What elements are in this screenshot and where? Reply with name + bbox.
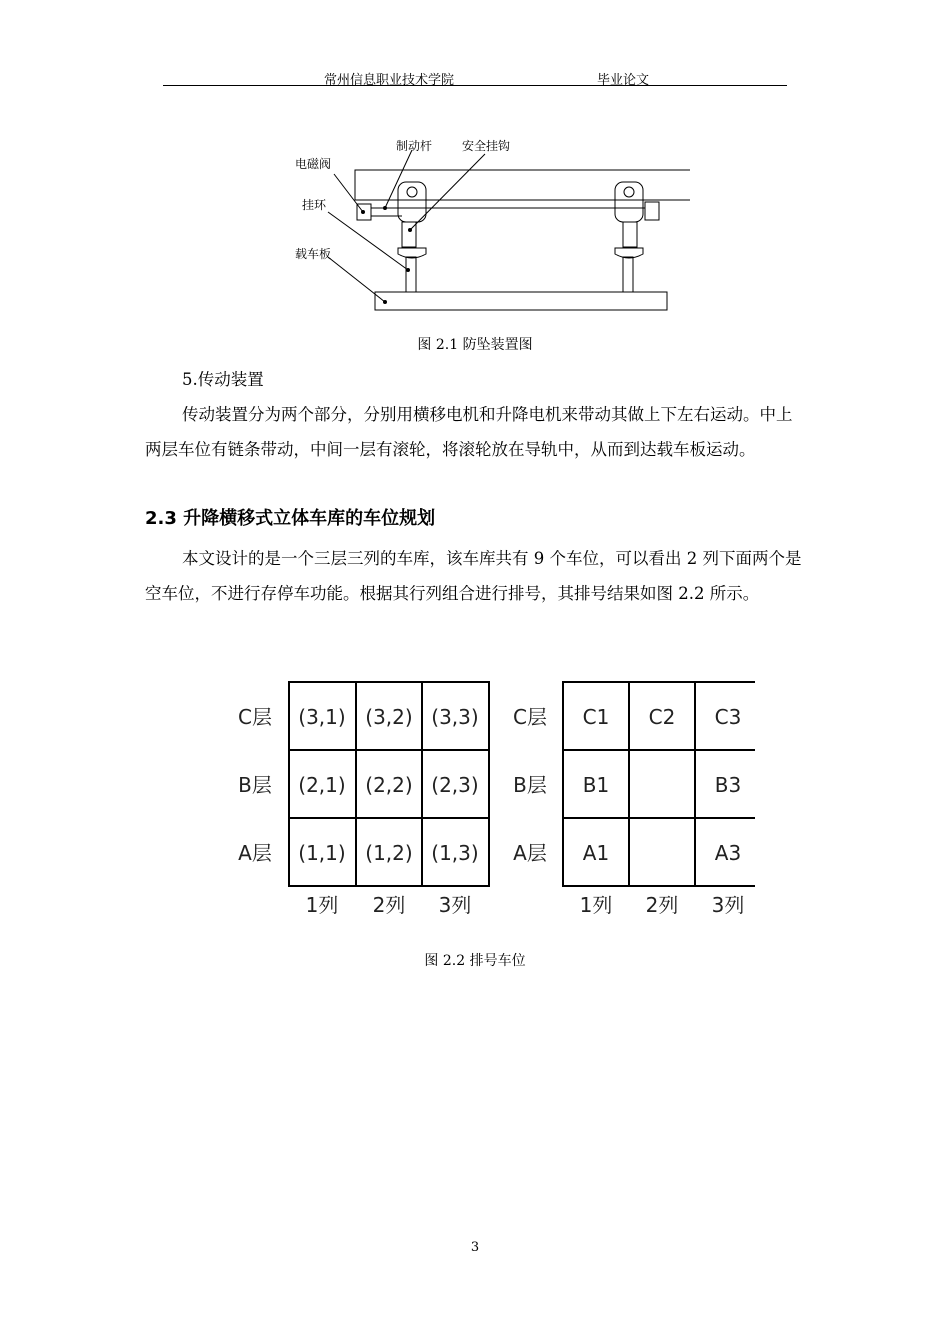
figure-2-caption: 图 2.2 排号车位 <box>424 953 526 969</box>
left-cell: (2,2) <box>365 773 413 797</box>
right-cell: C3 <box>714 705 742 729</box>
left-col-label: 1列 <box>305 893 339 917</box>
left-col-label: 2列 <box>372 893 406 917</box>
header-rule <box>163 85 787 86</box>
right-col-label: 2列 <box>645 893 679 917</box>
valve-label: 电磁阀 <box>295 157 332 171</box>
brake-rod-label: 制动杆 <box>396 139 433 153</box>
right-cell: B1 <box>582 773 610 797</box>
section-2-3-heading: 2.3 升降横移式立体车库的车位规划 <box>145 508 436 529</box>
ring-leader <box>328 212 408 270</box>
figure-1-caption: 图 2.1 防坠装置图 <box>417 337 533 353</box>
left-cell: (2,3) <box>431 773 479 797</box>
left-col-label: 3列 <box>438 893 472 917</box>
left-cell: (3,3) <box>431 705 479 729</box>
header-school: 常州信息职业技术学院 <box>324 73 455 88</box>
left-cell: (3,2) <box>365 705 413 729</box>
car-plate <box>375 292 667 310</box>
hook-leader <box>410 154 485 230</box>
right-hook <box>615 182 643 222</box>
top-frame <box>355 170 690 200</box>
right-row-label-b: B层 <box>513 773 547 797</box>
right-cell: B3 <box>714 773 742 797</box>
section-5-paragraph: 传动装置分为两个部分，分别用横移电机和升降电机来带动其做上下左右运动。中上两层车位有链条带动，中间一层有滚轮，将滚轮放在导轨中，从而到达载车板运动。 <box>145 405 793 459</box>
left-row-label-c: C层 <box>238 705 272 729</box>
left-hook <box>398 182 426 222</box>
right-row-label-c: C层 <box>513 705 547 729</box>
section-2-3-paragraph: 本文设计的是一个三层三列的车库，该车库共有 9 个车位，可以看出 2 列下面两个是空车位，不进行存停车功能。根据其行列组合进行排号，其排号结果如图 2.2 所示。 <box>145 549 802 603</box>
page-number: 3 <box>470 1240 480 1255</box>
safety-hook-label: 安全挂钩 <box>462 139 511 153</box>
left-cell: (1,3) <box>431 841 479 865</box>
left-cell: (2,1) <box>298 773 346 797</box>
header-doc-type: 毕业论文 <box>597 73 650 88</box>
right-cell: A1 <box>582 841 610 865</box>
right-col-label: 3列 <box>711 893 745 917</box>
parking-numbering-figure <box>225 672 755 927</box>
ring-label: 挂环 <box>302 198 327 212</box>
plate-leader <box>328 257 385 302</box>
right-cell: C2 <box>648 705 676 729</box>
plate-label: 载车板 <box>295 247 332 261</box>
section-5-title: 5.传动装置 <box>182 370 264 389</box>
left-cell: (1,2) <box>365 841 413 865</box>
valve-leader <box>334 174 363 212</box>
right-cell: C1 <box>582 705 610 729</box>
right-col-label: 1列 <box>579 893 613 917</box>
anti-fall-device-diagram <box>290 132 690 317</box>
left-row-label-a: A层 <box>238 841 272 865</box>
left-cell: (1,1) <box>298 841 346 865</box>
left-cell: (3,1) <box>298 705 346 729</box>
right-row-label-a: A层 <box>513 841 547 865</box>
right-cell: A3 <box>714 841 742 865</box>
left-row-label-b: B层 <box>238 773 272 797</box>
